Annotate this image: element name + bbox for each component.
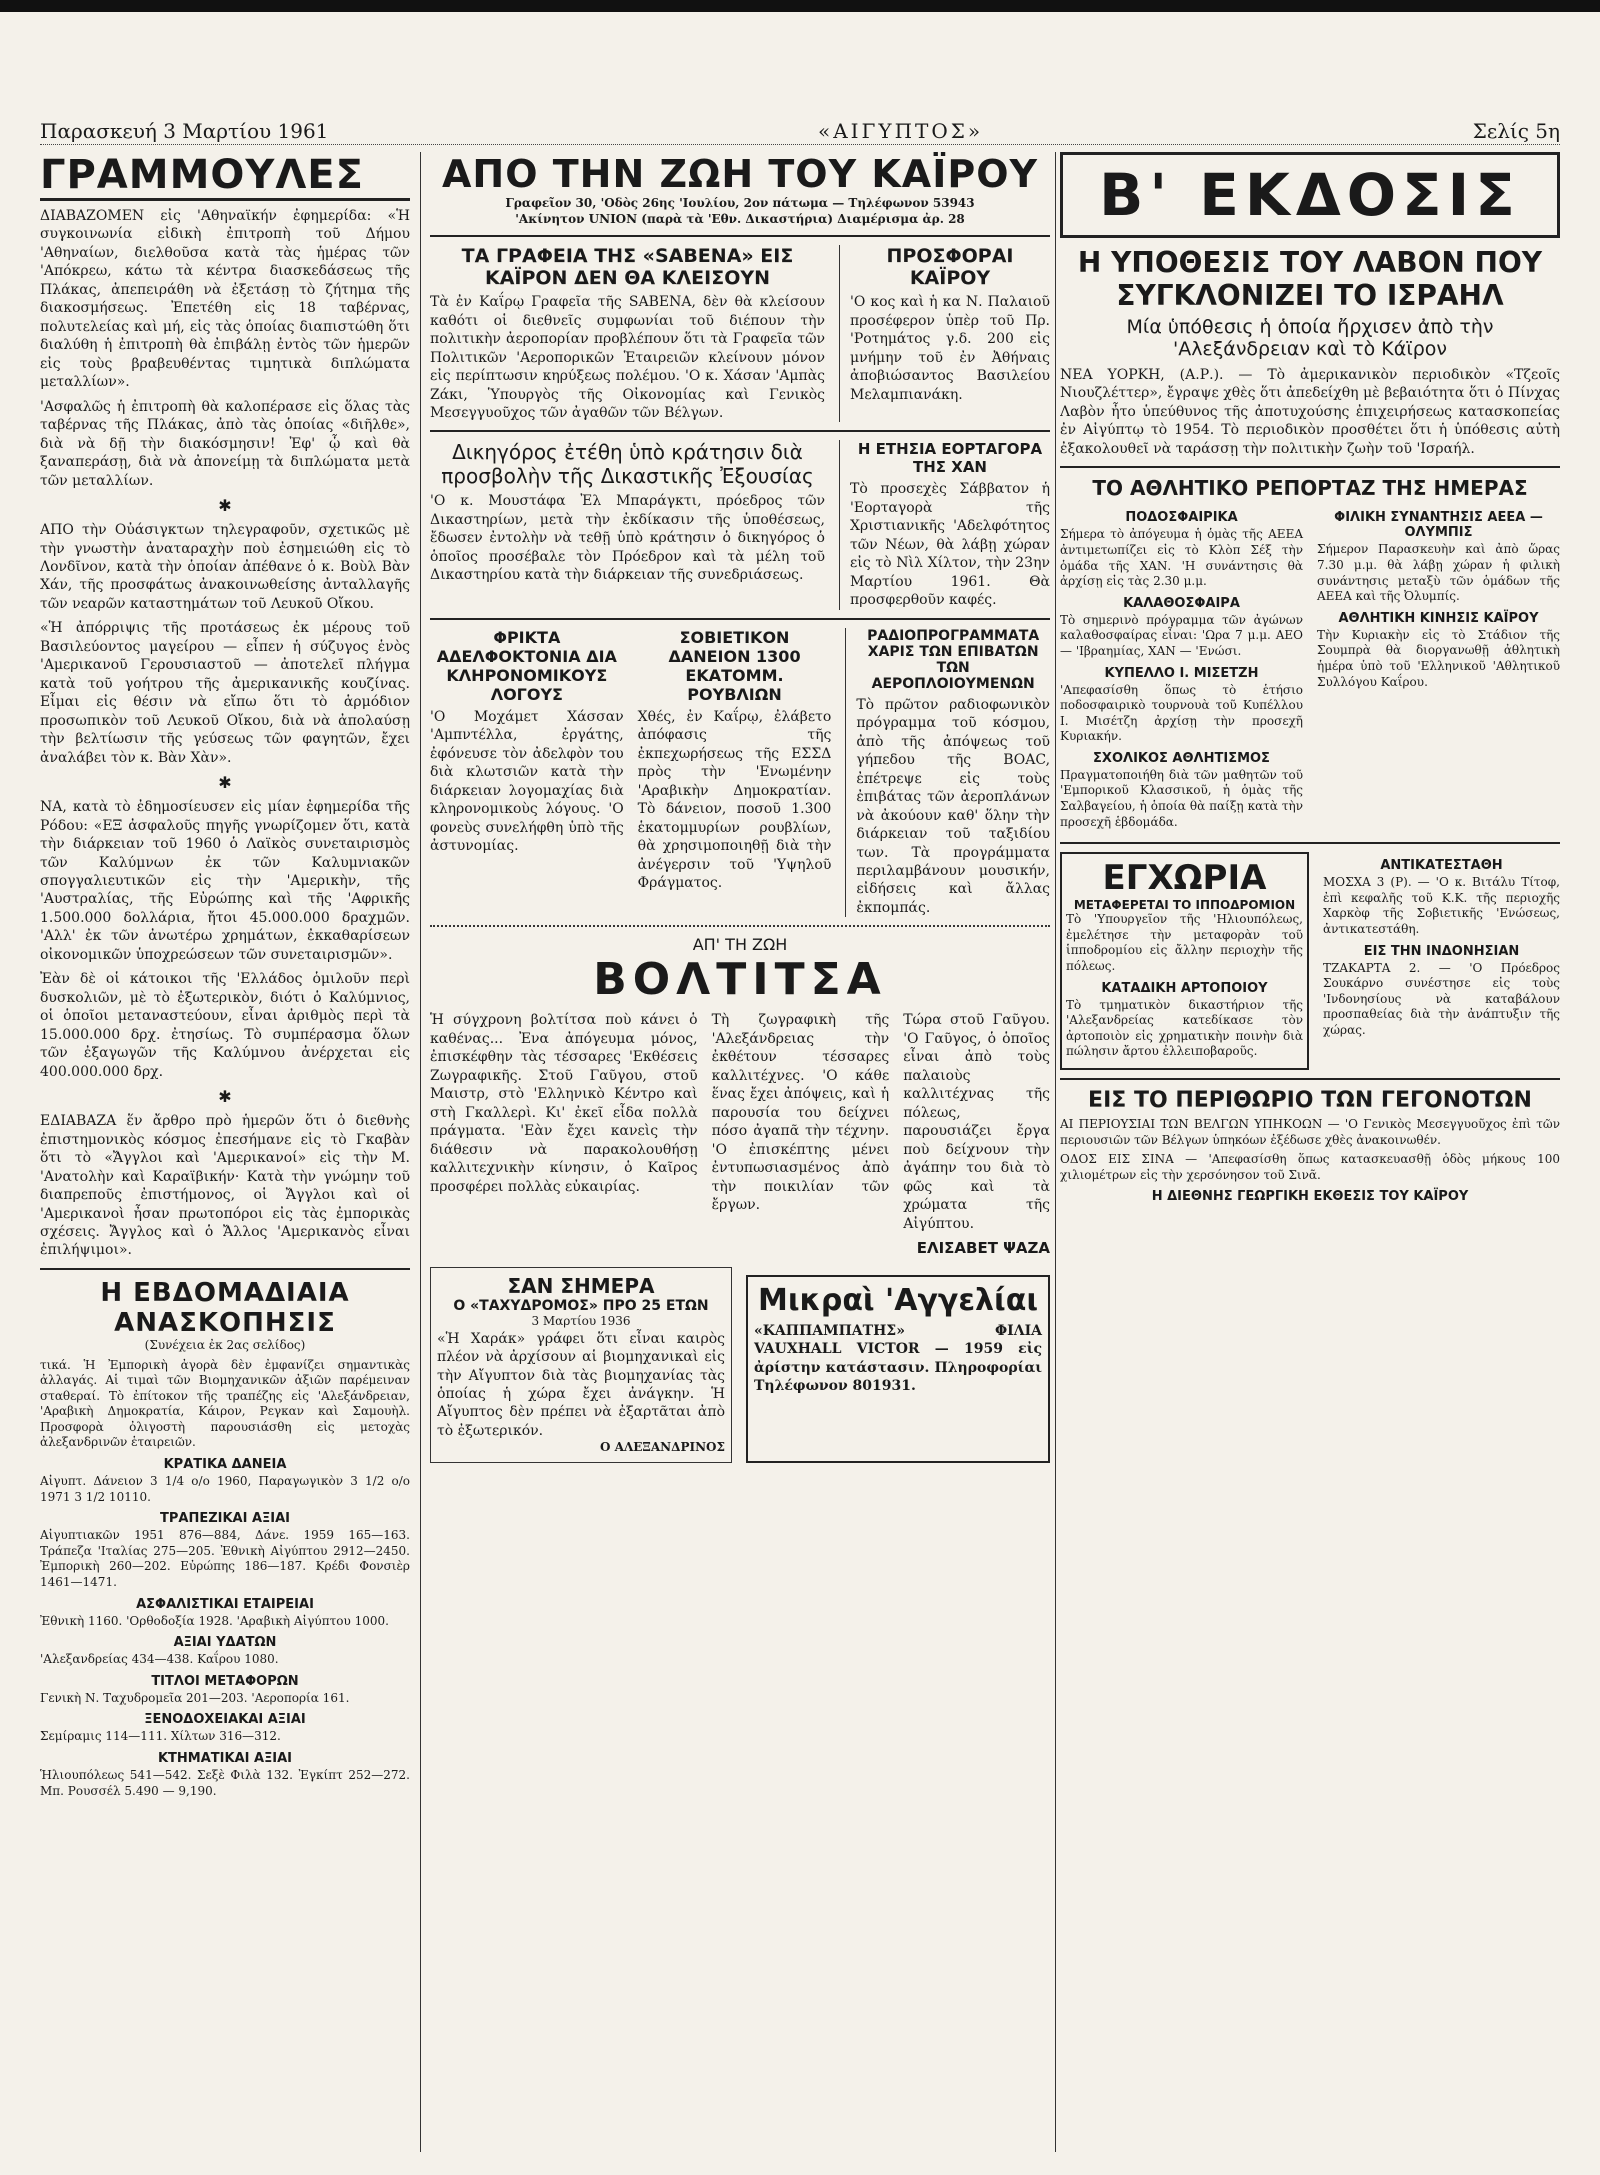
- lead-headline: Η ΥΠΟΘΕΣΙΣ ΤΟΥ ΛΑΒΟΝ ΠΟΥ ΣΥΓΚΛΟΝΙΖΕΙ ΤΟ ΙΣΡΑΗΛ: [1077, 246, 1543, 312]
- column-divider: [420, 152, 421, 2152]
- sports-subhead: ΣΧΟΛΙΚΟΣ ΑΘΛΗΤΙΣΜΟΣ: [1093, 750, 1270, 766]
- article-paragraph: ΕΔΙΑΒΑΖΑ ἕν ἄρθρο πρὸ ἡμερῶν ὅτι ὁ διεθνὴς ἐπιστημονικὸς κόσμος ἐπεσήμανε εἰς τὸ Γκαβὰν ὅτι τὸ «Ἄγγλοι καὶ 'Αμερικανοί» εἰς τὴν Μ. 'Ανατολὴν καὶ Καραϊβικήν· Κατὰ τὴν γνώμην τοῦ διαπρεποῦς ἐπιστήμονος, οἱ Ἄγγλοι καὶ οἱ 'Αμερικανοὶ ἦσαν πρωτοπόροι εἰς τὰς ἐμπορικὰς σχέσεις. Ἄγγλος καὶ ὁ Ἄλλος 'Αμερικανὸς εἶναι ἐπιλήψιμοι».: [40, 1113, 410, 1259]
- sports-subhead: ΠΟΔΟΣΦΑΙΡΙΚΑ: [1125, 510, 1238, 526]
- market-text: Αἰγυπτιακῶν 1951 876—884, Δάνε. 1959 165—163. Τράπεζα 'Ιταλίας 275—205. Ἐθνικὴ Αἰγύπτου 2912—2450. Ἐμπορικὴ 260—202. Εὐρώπης 186—187. Κρέδι Φονσιὲρ 1461—1471.: [40, 1528, 410, 1590]
- article-paragraph: ΝΑ, κατὰ τὸ ἐδημοσίευσεν εἰς μίαν ἐφημερίδα τῆς Ρόδου: «ΕΞ ἀσφαλοῦς πηγῆς γνωρίζομεν ὅτι, κατὰ τὴν διάρκειαν τοῦ 1960 ὁ Λαϊκὸς συνεταιρισμὸς τῶν Καλύμνων ἐκ τῶν Καλυμνιακῶν σπογγαλιευτικῶν εἰς τὴν 'Αμερικὴν, τῆς 'Αυστραλίας, τῆς Εὐρώπης καὶ τῆς 'Αφρικῆς 1.500.000 δολλάρια, ἤτοι 45.000.000 δραχμῶν. 'Αλλ' ἐκ τῶν ἀνωτέρω χρημάτων, ἐκκαθαρίσεων οἰκονομικῶν ὑποχρεώσεων τῶν συνεταιρισμῶν».: [40, 799, 410, 963]
- article-paragraph: ΔΙΑΒΑΖΟΜΕΝ εἰς 'Αθηναϊκήν ἐφημερίδα: «Ἡ συγκοινωνία εἰδικὴ ἐπιτροπὴ τοῦ Δήμου 'Αθηναίων, διελθοῦσα κατὰ τὰς ἡμέρας τῶν 'Απόκρεω, κάτω τὰ κέντρα διασκεδάσεως τῆς Πλάκας, ἀπεπειράθη νὰ ἐξετάσῃ τὸ ζήτημα τῆς διακοσμήσεως. Ἐπετέθη εἰς 18 ταβέρνας, πολυτελείας καὶ μή, εἰς τὰς ὁποίας διαπιστώθη ὅτι διαλύθη ἡ ἐπιτροπὴ θὰ ἐπιβάλῃ ἐντὸς τῶν ἡμερῶν εἰς τοὺς βραβευθέντας τιμητικὰ διπλώματα μεταλλίων».: [40, 208, 410, 391]
- column-grammoules: [40, 152, 410, 1803]
- local-news-subhead: ΚΑΤΑΔΙΚΗ ΑΡΤΟΠΟΙΟΥ: [1101, 980, 1268, 996]
- weekly-review-title: Η ΕΒΔΟΜΑΔΙΑΙΑ ΑΝΑΣΚΟΠΗΣΙΣ: [100, 1277, 350, 1338]
- page-number: Σελίς 5η: [1472, 119, 1560, 143]
- article-paragraph: 'Ασφαλῶς ἡ ἐπιτροπὴ θὰ καλοπέρασε εἰς ὅλας τὰς ταβέρνας τῆς Πλάκας, ἀπὸ τὰς ὁποίας «διῆλθε», διὰ νὰ δῇ τὴν διακόσμησιν! Ἐφ' ᾧ καὶ θὰ ξαναπεράσῃ, διὰ νὰ ἀπονείμῃ τὰ διπλώματα μετὰ τῶν μεταλλίων.: [40, 398, 410, 489]
- market-heading: ΤΡΑΠΕΖΙΚΑΙ ΑΞΙΑΙ: [160, 1511, 290, 1527]
- article-paragraph: Ἐὰν δὲ οἱ κάτοικοι τῆς 'Ελλάδος ὁμιλοῦν περὶ δυσκολιῶν, μὲ τὸ ἐξωτερικὸν, διότι ὁ Καλύμνιος, οἱ ὁποῖοι μεταναστεύουν, εἶναι ἀριθμὸς περὶ τὰ 15.000.000 δρχ. ἐτησίως. Τὸ συμπέρασμα ὅλων τῶν ἐξαγωγῶν τῆς Καλύμνου ἀνέρχεται εἰς 400.000.000 δρχ.: [40, 971, 410, 1080]
- market-heading: ΤΙΤΛΟΙ ΜΕΤΑΦΟΡΩΝ: [151, 1673, 299, 1689]
- local-news-subhead: ΜΕΤΑΦΕΡΕΤΑΙ ΤΟ ΙΠΠΟΔΡΟΜΙΟΝ: [1073, 898, 1296, 913]
- sports-text: Σήμερον Παρασκευὴν καὶ ἀπὸ ὥρας 7.30 μ.μ. θὰ λάβῃ χώραν ἡ φιλικὴ συνάντησις μεταξὺ τῶν ὁμάδων τῆς ΑΕΕΑ καὶ τῆς Ὀλυμπίς.: [1317, 542, 1560, 604]
- market-text: 'Αλεξανδρείας 434—438. Καΐρου 1080.: [40, 1652, 279, 1667]
- column-kicker: ΑΠ' ΤΗ ΖΩΗ: [692, 935, 788, 955]
- article-paragraph: ΑΠΟ τὴν Οὐάσιγκτων τηλεγραφοῦν, σχετικῶς μὲ τὴν γνωστὴν ἀναταραχὴν ποὺ ἐσημειώθη εἰς τὸ Λονδῖνον, κατὰ τὴν ὁποίαν ἀπέθανε ὁ κ. Βοὺλ Βὰν Χάν, τῆς προσφάτως ἀνακοινωθείσης ἀνταλλαγῆς τῶν νεαρῶν καταστημάτων τοῦ Λευκοῦ Οἴκου.: [40, 522, 410, 612]
- divider: [1060, 842, 1560, 844]
- article-headline: ΣΑΝ ΣΗΜΕΡΑ: [507, 1274, 655, 1298]
- article-headline: ΦΡΙΚΤΑ ΑΔΕΛΦΟΚΤΟΝΙΑ ΔΙΑ ΚΛΗΡΟΝΟΜΙΚΟΥΣ ΛΟΓΟΥΣ: [436, 627, 617, 704]
- section-title: ΑΠΟ ΤΗΝ ΖΩΗ ΤΟΥ ΚΑΪΡΟΥ: [441, 152, 1039, 196]
- margin-text: ΟΔΟΣ ΕΙΣ ΣΙΝΑ — 'Απεφασίσθη ὅπως κατασκευασθῇ ὁδὸς μήκους 100 χιλιομέτρων εἰς τὴν χερσόνησον τοῦ Σινᾶ.: [1060, 1152, 1560, 1182]
- article-text: Τὸ προσεχὲς Σάββατον ἡ 'Εορταγορὰ τῆς Χριστιανικῆς 'Αδελφότητος τῶν Νέων, θὰ λάβῃ χώραν εἰς τὸ Νὶλ Χίλτον, τὴν 23ην Μαρτίου 1961. Θὰ προσφερθοῦν καφές.: [850, 481, 1050, 609]
- divider: [40, 1268, 410, 1270]
- classified-text: «ΚΑΠΠΑΜΠΑΤΗΣ» ΦΙΛΙΑ VAUXHALL VICTOR — 1959 εἰς ἀρίστην κατάστασιν. Πληροφορίαι Τηλέφωνον 801931.: [754, 1323, 1042, 1395]
- article-subheadline: Ο «ΤΑΧΥΔΡΟΜΟΣ» ΠΡΟ 25 ΕΤΩΝ: [453, 1298, 709, 1314]
- article-headline: ΤΑ ΓΡΑΦΕΙΑ ΤΗΣ «SABENA» ΕΙΣ ΚΑΪΡΟΝ ΔΕΝ ΘΑ ΚΛΕΙΣΟΥΝ: [461, 245, 794, 290]
- local-news-text: Τὸ 'Υπουργεῖον τῆς 'Ηλιουπόλεως, ἐμελέτησε τὴν μεταφορὰν τοῦ ἱπποδρομίου εἰς ἄλλην περιοχὴν τῆς πόλεως.: [1066, 912, 1303, 974]
- article-text: Ἡ σύγχρονη βολτίτσα ποὺ κάνει ὁ καθένας... Ἐνα ἀπόγευμα μόνος, ἐπισκέφθην τὰς τέσσαρες 'Εκθέσεις Ζωγραφικῆς. Στοῦ Γαῦγου, στοῦ Μαιστρ, στὸ 'Ελληνικὸ Κέντρο καὶ στὴ Γκαλλερὶ. Κι' ἐκεῖ εἶδα πολλὰ πράγματα. 'Εὰν ἔχει κανεὶς τὴν διάθεσιν νὰ παρακολουθήσῃ καλλιτεχνικὴν κίνησιν, ὁ Καῖρος προσφέρει πολλὰς εὐκαιρίας.: [430, 1012, 698, 1195]
- issue-date: Παρασκευή 3 Μαρτίου 1961: [40, 119, 329, 143]
- news-text: ΤΖΑΚΑΡΤΑ 2. — 'Ο Πρόεδρος Σουκάρνο συνέστησε εἰς τοὺς 'Ινδονησίους νὰ καταβάλουν προσπαθείας διὰ τὴν ἀνάπτυξιν τῆς χώρας.: [1323, 960, 1560, 1037]
- article-text: «Ἡ Χαράκ» γράφει ὅτι εἶναι καιρὸς πλέον νὰ ἀρχίσουν αἱ βιομηχανικαὶ εἰς τὴν Αἴγυπτον διὰ τὰς βιομηχανίας τὰς ὁποίας ἡ χώρα ἔχει ἀνάγκην. Ἡ Αἴγυπτος δὲν πρέπει νὰ ἐξαρτᾶται ἀπὸ τὸ ἐξωτερικόν.: [437, 1330, 725, 1439]
- article-headline: ΡΑΔΙΟΠΡΟΓΡΑΜΜΑΤΑ ΧΑΡΙΣ ΤΩΝ ΕΠΙΒΑΤΩΝ ΤΩΝ ΑΕΡΟΠΛΟΙΟΥΜΕΝΩΝ: [867, 627, 1040, 692]
- article-text: 'Ο κ. Μουστάφα Ἐλ Μπαράγκτι, πρόεδρος τῶν Δικαστηρίων, μετὰ τὴν ἐκδίκασιν τῆς ὑποθέσεως, ἔδωσεν ἐντολὴν νὰ τεθῇ ὑπὸ κράτησιν ὁ δικηγόρος ὁ ὁποῖος προσέβαλε τὸν Πρόεδρον καὶ τὰ μέλη τοῦ Δικαστηρίου κατὰ τὴν διάρκειαν τῆς συνεδριάσεως.: [430, 493, 825, 584]
- sports-subhead: ΚΑΛΑΘΟΣΦΑΙΡΑ: [1123, 595, 1240, 611]
- column-divider: [1055, 152, 1056, 2152]
- article-author: ΕΛΙΣΑΒΕΤ ΨΑΖΑ: [916, 1239, 1050, 1257]
- article-headline: ΒΟΛΤΙΤΣΑ: [593, 954, 887, 1006]
- separator-star: ✱: [218, 773, 232, 793]
- divider: [1060, 466, 1560, 468]
- separator-star: ✱: [218, 496, 232, 516]
- lead-text: ΝΕΑ ΥΟΡΚΗ, (Α.Ρ.). — Τὸ ἀμερικανικὸν περιοδικὸν «Τζεοῖς Νιουζλέττερ», ἔγραψε χθὲς ὅτι ἀπεδείχθη μὲ βεβαιότητα ὅτι ὁ Πίνχας Λαβὸν ἦτο ὑπεύθυνος τῆς ἀποτυχούσης ἐπιχειρήσεως κατασκοπείας ἐν Αἰγύπτῳ τὸ 1954. Τὸ περιοδικὸν προσθέτει ὅτι ἡ ὑπόθεσις αὐτὴ ἐξακολουθεῖ νὰ ταράσσῃ τὴν πολιτικὴν ζωὴν τοῦ 'Ισραήλ.: [1060, 367, 1560, 457]
- divider: [1060, 1078, 1560, 1080]
- article-date: 3 Μαρτίου 1936: [531, 1314, 631, 1328]
- article-text: Τὸ πρῶτον ραδιοφωνικὸν πρόγραμμα τοῦ κόσμου, ἀπὸ τῆς ἀπόψεως τοῦ γήπεδου τῆς BOAC, ἐπέτρεψε εἰς τοὺς ἐπιβάτας τῶν ἀεροπλάνων νὰ ἀκούουν καθ' ὅλην τὴν διάρκειαν τοῦ ταξιδίου των. Τὰ προγράμματα περιλαμβάνουν μουσικήν, εἰδήσεις καὶ ἄλλας ἐκπομπάς.: [856, 696, 1050, 916]
- market-text: Ἐθνικὴ 1160. 'Ορθοδοξία 1928. 'Αραβικὴ Αἰγύπτου 1000.: [40, 1613, 389, 1628]
- market-heading: ΞΕΝΟΔΟΧΕΙΑΚΑΙ ΑΞΙΑΙ: [144, 1712, 306, 1728]
- article-headline: ΠΡΟΣΦΟΡΑΙ ΚΑΪΡΟΥ: [886, 245, 1014, 290]
- article-author: Ο ΑΛΕΞΑΝΔΡΙΝΟΣ: [600, 1440, 725, 1455]
- market-text: Γενικὴ Ν. Ταχυδρομεῖα 201—203. 'Αεροπορία 161.: [40, 1690, 350, 1705]
- market-heading: ΚΤΗΜΑΤΙΚΑΙ ΑΞΙΑΙ: [157, 1751, 293, 1766]
- sports-text: Πραγματοποιήθη διὰ τῶν μαθητῶν τοῦ 'Εμπορικοῦ Κλασσικοῦ, ἡ ὁμὰς τῆς Σαλβαγείου, ἡ ὁποία θὰ παίξῃ κατὰ τὴν προσεχῆ ἑβδομάδα.: [1060, 767, 1303, 829]
- article-headline: Δικηγόρος ἐτέθη ὑπὸ κράτησιν διὰ προσβολὴν τῆς Δικαστικῆς Ἐξουσίας: [441, 440, 814, 489]
- column-second-edition: [1060, 152, 1560, 1206]
- article-text: 'Ο Μοχάμετ Χάσσαν 'Αμπντέλλα, ἐργάτης, ἐφόνευσε τὸν ἀδελφὸν του διὰ κλωτσιῶν κατὰ τὴν διάρκειαν λογομαχίας διὰ κληρονομικοὺς λόγους. 'Ο φονεὺς συνελήφθη ὑπὸ τῆς ἀστυνομίας.: [430, 708, 624, 855]
- market-text: Ἡλιουπόλεως 541—542. Σεξὲ Φιλὰ 132. Ἐγκίπτ 252—272. Μπ. Ρουσσέλ 5.490 — 9,190.: [40, 1768, 410, 1798]
- divider: [430, 925, 1050, 927]
- classified-title: Μικραὶ 'Αγγελίαι: [757, 1283, 1039, 1318]
- market-heading: ΑΣΦΑΛΙΣΤΙΚΑΙ ΕΤΑΙΡΕΙΑΙ: [136, 1596, 314, 1612]
- local-news-text: Τὸ τμηματικὸν δικαστήριον τῆς 'Αλεξανδρείας κατεδίκασε τὸν ἀρτοποιὸν εἰς χρηματικὴν ποινὴν διὰ πώλησιν ἄρτου ἐλλειποβαροῦς.: [1066, 997, 1303, 1059]
- office-address: 'Ακίνητον UNION (παρὰ τὰ 'Εθν. Δικαστήρια) Διαμέρισμα ἀρ. 28: [515, 211, 965, 226]
- article-text: Τώρα στοῦ Γαῦγου. 'Ο Γαῦγος, ὁ ὁποῖος εἶναι ἀπὸ τοὺς παλαιοὺς καλλιτέχνας τῆς πόλεως, παρουσιάζει ἔργα ποὺ δείχνουν τὴν ἀγάπην του διὰ τὸ φῶς καὶ τὰ χρώματα τῆς Αἰγύπτου.: [903, 1012, 1050, 1232]
- sports-text: 'Απεφασίσθη ὅπως τὸ ἑτήσιο ποδοσφαιρικὸ τουρνουὰ τοῦ Κυπέλλου Ι. Μισέτζη ἀρχίσῃ τὴν προσεχῆ Κυριακήν.: [1060, 682, 1303, 744]
- article-headline: Η ΕΤΗΣΙΑ ΕΟΡΤΑΓΟΡΑ ΤΗΣ ΧΑΝ: [857, 440, 1043, 477]
- masthead: «ΑΙΓΥΠΤΟΣ»: [817, 119, 984, 143]
- news-text: ΜΟΣΧΑ 3 (Ρ). — 'Ο κ. Βιτάλυ Τίτοφ, ἐπὶ κεφαλῆς τοῦ Κ.Κ. τῆς περιοχῆς Χαρκὸφ τῆς Σοβιετικῆς 'Ενώσεως, ἀντικατεστάθη.: [1323, 875, 1560, 937]
- column-cairo-life: [430, 152, 1050, 1463]
- margin-text: ΑΙ ΠΕΡΙΟΥΣΙΑΙ ΤΩΝ ΒΕΛΓΩΝ ΥΠΗΚΟΩΝ — 'Ο Γενικὸς Μεσεγγυοῦχος ἐπὶ τῶν περιουσιῶν τῶν Βέλγων ὑπηκόων ἐξέδωσε χθὲς ἀνακοινωθέν.: [1060, 1117, 1560, 1147]
- news-subhead: ΑΝΤΙΚΑΤΕΣΤΑΘΗ: [1380, 858, 1503, 874]
- lead-subheadline: Μία ὑπόθεσις ἡ ὁποία ἤρχισεν ἀπὸ τὴν 'Αλεξάνδρειαν καὶ τὸ Κάϊρον: [1126, 316, 1494, 360]
- sports-text: Σήμερα τὸ ἀπόγευμα ἡ ὁμὰς τῆς ΑΕΕΑ ἀντιμετωπίζει εἰς τὸ Κλὸπ Σέξ τὴν ὁμάδα τῆς ΧΑΝ. 'Η συνάντησις θὰ ἀρχίσῃ εἰς τὰς 2.30 μ.μ.: [1060, 527, 1303, 589]
- article-headline: ΣΟΒΙΕΤΙΚΟΝ ΔΑΝΕΙΟΝ 1300 ΕΚΑΤΟΜΜ. ΡΟΥΒΛΙΩΝ: [668, 627, 801, 704]
- weekly-review-continuation: (Συνέχεια ἐκ 2ας σελίδος): [144, 1337, 306, 1352]
- article-text: Τὰ ἐν Καΐρῳ Γραφεῖα τῆς SABENA, δὲν θὰ κλείσουν καθότι οἱ διεθνεῖς συμφωνίαι τοῦ διέπουν τὴν πολιτικὴν ἀεροπορίαν προβλέπουν ὅτι τὰ Γραφεῖα τῶν Πολιτικῶν 'Αεροπορικῶν Ἑταιρειῶν κλείνουν μόνον εἰς περίπτωσιν κηρύξεως πολέμου. 'Ο κ. Χάσαν 'Αμπὰς Ζάκι, Ὑπουργὸς τῆς Οἰκονομίας καὶ Γενικὸς Μεσεγγυοῦχος τῶν ἀγαθῶν τῶν Βέλγων.: [430, 294, 825, 421]
- office-address: Γραφεῖον 30, 'Οδὸς 26ης 'Ιουλίου, 2ον πάτωμα — Τηλέφωνον 53943: [505, 196, 975, 210]
- sports-title: ΤΟ ΑΘΛΗΤΙΚΟ ΡΕΠΟΡΤΑΖ ΤΗΣ ΗΜΕΡΑΣ: [1092, 476, 1528, 501]
- sports-subhead: ΑΘΛΗΤΙΚΗ ΚΙΝΗΣΙΣ ΚΑΪΡΟΥ: [1338, 610, 1539, 626]
- market-heading: ΑΞΙΑΙ ΥΔΑΤΩΝ: [173, 1635, 277, 1651]
- sports-subhead: ΦΙΛΙΚΗ ΣΥΝΑΝΤΗΣΙΣ ΑΕΕΑ — ΟΛΥΜΠΙΣ: [1334, 510, 1543, 541]
- sports-text: Τὴν Κυριακὴν εἰς τὸ Στάδιον τῆς Σουμπρὰ θὰ διοργανωθῇ ἀθλητικὴ ἡμέρα ὑπὸ τοῦ 'Ελληνικοῦ 'Αθλητικοῦ Συλλόγου Καΐρου.: [1317, 627, 1560, 689]
- classified-ads: [746, 1275, 1050, 1463]
- divider: [430, 235, 1050, 237]
- article-text: 'Ο κος καὶ ἡ κα Ν. Παλαιοῦ προσέφερον ὑπὲρ τοῦ Πρ. 'Ροτημάτος γ.δ. 200 εἰς μνήμην τοῦ ἐν Ἀθήναις ἀποβιώσαντος Βασιλείου Μελαμπιανάκη.: [850, 294, 1050, 403]
- edition-banner: Β' ΕΚΔΟΣΙΣ: [1060, 152, 1560, 238]
- margin-title: ΕΙΣ ΤΟ ΠΕΡΙΘΩΡΙΟ ΤΩΝ ΓΕΓΟΝΟΤΩΝ: [1088, 1088, 1532, 1113]
- margin-subhead: Η ΔΙΕΘΝΗΣ ΓΕΩΡΓΙΚΗ ΕΚΘΕΣΙΣ ΤΟΥ ΚΑΪΡΟΥ: [1151, 1189, 1469, 1205]
- section-title: ΓΡΑΜΜΟΥΛΕΣ: [40, 152, 410, 201]
- page-header: [40, 118, 1560, 145]
- weekly-review-text: τικά. Ἡ Ἐμπορικὴ ἀγορὰ δὲν ἐμφανίζει σημαντικὰς ἀλλαγάς. Αἱ τιμαὶ τῶν Βιομηχανικῶν ἀξιῶν παρέμειναν σταθεραί. Τὸ ἐπίτοκον τῆς τραπέζης εἰς 'Αλεξάνδρειαν, 'Αραβικὴ Δημοκρατία, Κάιρον, Ρεγκαν καὶ Σαμουὴλ. Προσφορὰ ὀλιγοστὴ παρουσιάσθη εἰς μετοχὰς ἀλεξανδρινῶν ἑταιρειῶν.: [40, 1357, 410, 1450]
- divider: [430, 618, 1050, 620]
- sports-text: Τὸ σημερινὸ πρόγραμμα τῶν ἀγώνων καλαθοσφαίρας εἶναι: 'Ωρα 7 μ.μ. ΑΕΟ — 'Ιβραημίας, ΧΑΝ — 'Ενώσι.: [1060, 612, 1303, 658]
- top-rule: [0, 0, 1600, 12]
- divider: [430, 430, 1050, 432]
- article-text: Χθές, ἐν Καΐρῳ, ἐλάβετο ἀπόφασις τῆς ἐκπεχωρήσεως τῆς ΕΣΣΔ πρὸς τὴν 'Ενωμένην 'Αραβικὴν Δημοκρατίαν. Τὸ δάνειον, ποσοῦ 1.300 ἑκατομμυρίων ρουβλίων, θὰ χρησιμοποιηθῇ διὰ τὴν ἀνέγερσιν τοῦ 'Υψηλοῦ Φράγματος.: [637, 708, 832, 891]
- news-subhead: ΕΙΣ ΤΗΝ ΙΝΔΟΝΗΣΙΑΝ: [1363, 943, 1520, 959]
- sports-subhead: ΚΥΠΕΛΛΟ Ι. ΜΙΣΕΤΖΗ: [1104, 665, 1259, 681]
- separator-star: ✱: [218, 1087, 232, 1107]
- market-text: Σεμίραμις 114—111. Χίλτων 316—312.: [40, 1729, 281, 1744]
- market-text: Αἰγυπτ. Δάνειον 3 1/4 ο/ο 1960, Παραγωγικὸν 3 1/2 ο/ο 1971 3 1/2 10110.: [40, 1474, 410, 1504]
- market-heading: ΚΡΑΤΙΚΑ ΔΑΝΕΙΑ: [163, 1457, 287, 1473]
- article-text: Τὴ ζωγραφικὴ τῆς 'Αλεξάνδρειας τὴν ἐκθέτουν τέσσαρες καλλιτέχνες. 'Ο κάθε ἕνας ἔχει ἀπόψεις, καὶ ἡ παρουσία του δείχνει πόσο ἀγαπᾶ τὴν τέχνην. 'Ο ἐπισκέπτης μένει ἐντυπωσιασμένος ἀπὸ τὴν ποικιλίαν τῶν ἔργων.: [711, 1012, 890, 1214]
- local-news-title: ΕΓΧΩΡΙΑ: [1102, 858, 1267, 899]
- article-paragraph: «Ἡ ἀπόρριψις τῆς προτάσεως ἐκ μέρους τοῦ Βασιλεύοντος μαγείρου — εἶπεν ἡ σύζυγος ἑνὸς 'Αμερικανοῦ Γερουσιαστοῦ — ἀποτελεῖ πλήγμα κατὰ τοῦ γοήτρου τῆς ἀμερικανικῆς κουζίνας. Εἶμαι εἰς θέσιν νὰ εἴπω ὅτι τὸ ἁρμόδιον προσωπικὸν τοῦ Λευκοῦ Οἴκου, διὰ νὰ ἀπολαύσῃ τὴν βελτίωσιν τῆς γεύσεως τῶν φαγητῶν, ἔχει ἀναλάβει τὸν κ. Βὰν Χὰν».: [40, 620, 410, 766]
